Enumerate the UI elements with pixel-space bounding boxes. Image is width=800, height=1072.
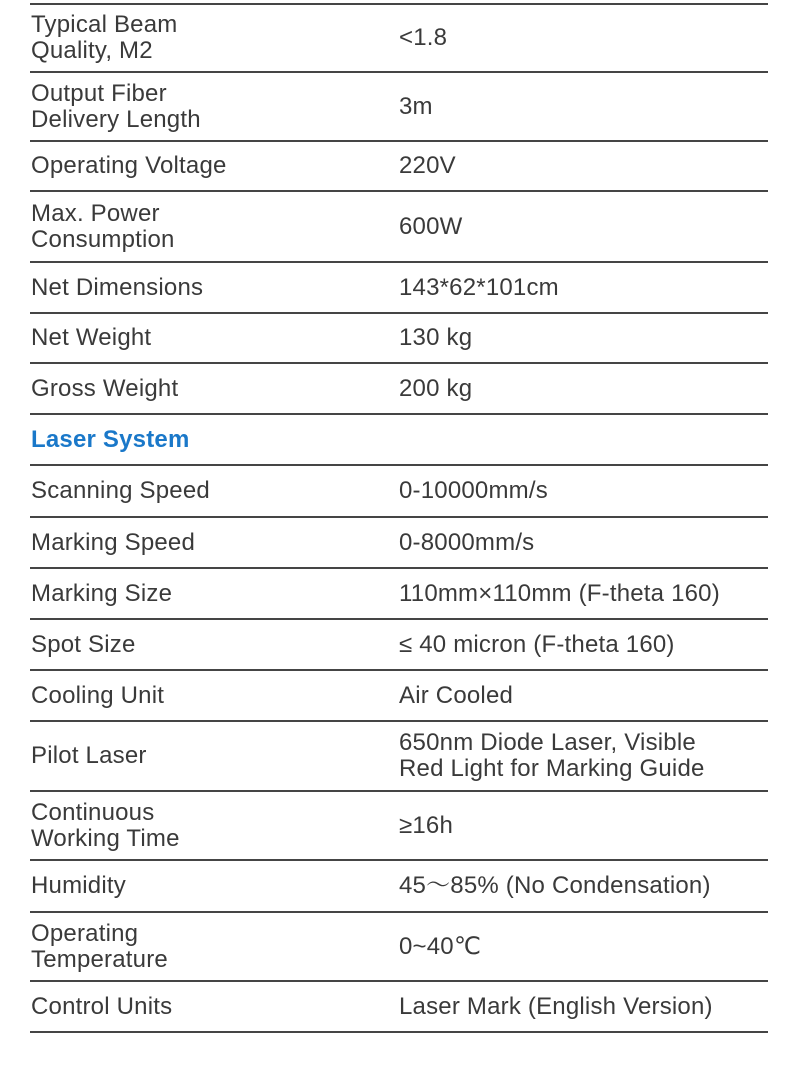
spec-label: Marking Size bbox=[31, 579, 173, 607]
spec-value: 220V bbox=[399, 152, 456, 179]
spec-label: Spot Size bbox=[31, 630, 136, 658]
spec-row-dimensions bbox=[0, 263, 800, 312]
spec-value: <1.8 bbox=[399, 24, 448, 51]
spec-label: Operating Temperature bbox=[31, 919, 168, 973]
spec-label: Pilot Laser bbox=[31, 742, 147, 769]
spec-label: Gross Weight bbox=[31, 374, 179, 402]
spec-value: Air Cooled bbox=[399, 681, 514, 709]
spec-row-voltage bbox=[0, 142, 800, 190]
spec-row-marking-size bbox=[0, 569, 800, 618]
section-title: Laser System bbox=[31, 425, 190, 453]
spec-label: Marking Speed bbox=[31, 528, 196, 556]
spec-value: 130 kg bbox=[399, 324, 473, 351]
spec-label: Control Units bbox=[31, 992, 173, 1020]
spec-row-fiber-length bbox=[0, 73, 800, 140]
spec-value: Laser Mark (English Version) bbox=[399, 992, 713, 1020]
spec-value: 110mm×110mm (F-theta 160) bbox=[399, 579, 720, 607]
spec-row-temperature bbox=[0, 913, 800, 980]
spec-row-cooling bbox=[0, 671, 800, 720]
spec-row-humidity bbox=[0, 861, 800, 911]
spec-label: Humidity bbox=[31, 872, 126, 899]
spec-value: 0~40℃ bbox=[399, 932, 482, 960]
spec-label: Scanning Speed bbox=[31, 477, 210, 504]
spec-row-spot-size bbox=[0, 620, 800, 669]
spec-value: 0-10000mm/s bbox=[399, 477, 548, 504]
spec-label: Net Weight bbox=[31, 324, 152, 351]
spec-row-control-units bbox=[0, 982, 800, 1031]
spec-value: 143*62*101cm bbox=[399, 273, 559, 301]
spec-row-scanning-speed bbox=[0, 466, 800, 516]
spec-label: Typical Beam Quality, M2 bbox=[31, 11, 178, 64]
spec-label: Max. Power Consumption bbox=[31, 199, 175, 253]
spec-row-working-time bbox=[0, 792, 800, 859]
spec-value: 650nm Diode Laser, Visible Red Light for Marking Guide bbox=[399, 729, 705, 782]
spec-value: 45～85% (No Condensation) bbox=[399, 872, 711, 899]
spec-value: ≤ 40 micron (F-theta 160) bbox=[399, 630, 675, 658]
divider bbox=[30, 1031, 768, 1033]
spec-value: 600W bbox=[399, 212, 463, 240]
spec-label: Net Dimensions bbox=[31, 273, 204, 301]
spec-value: ≥16h bbox=[399, 811, 454, 839]
section-heading bbox=[0, 415, 800, 464]
spec-row-gross-weight bbox=[0, 364, 800, 413]
spec-label: Output Fiber Delivery Length bbox=[31, 79, 201, 133]
spec-row-marking-speed bbox=[0, 518, 800, 567]
spec-label: Cooling Unit bbox=[31, 681, 165, 709]
spec-value: 0-8000mm/s bbox=[399, 528, 535, 556]
spec-label: Continuous Working Time bbox=[31, 798, 180, 852]
spec-value: 200 kg bbox=[399, 374, 473, 402]
spec-value: 3m bbox=[399, 92, 433, 120]
spec-row-beam-quality bbox=[0, 5, 800, 71]
spec-row-net-weight bbox=[0, 314, 800, 362]
spec-row-power bbox=[0, 192, 800, 261]
spec-label: Operating Voltage bbox=[31, 152, 227, 179]
spec-row-pilot-laser bbox=[0, 722, 800, 790]
